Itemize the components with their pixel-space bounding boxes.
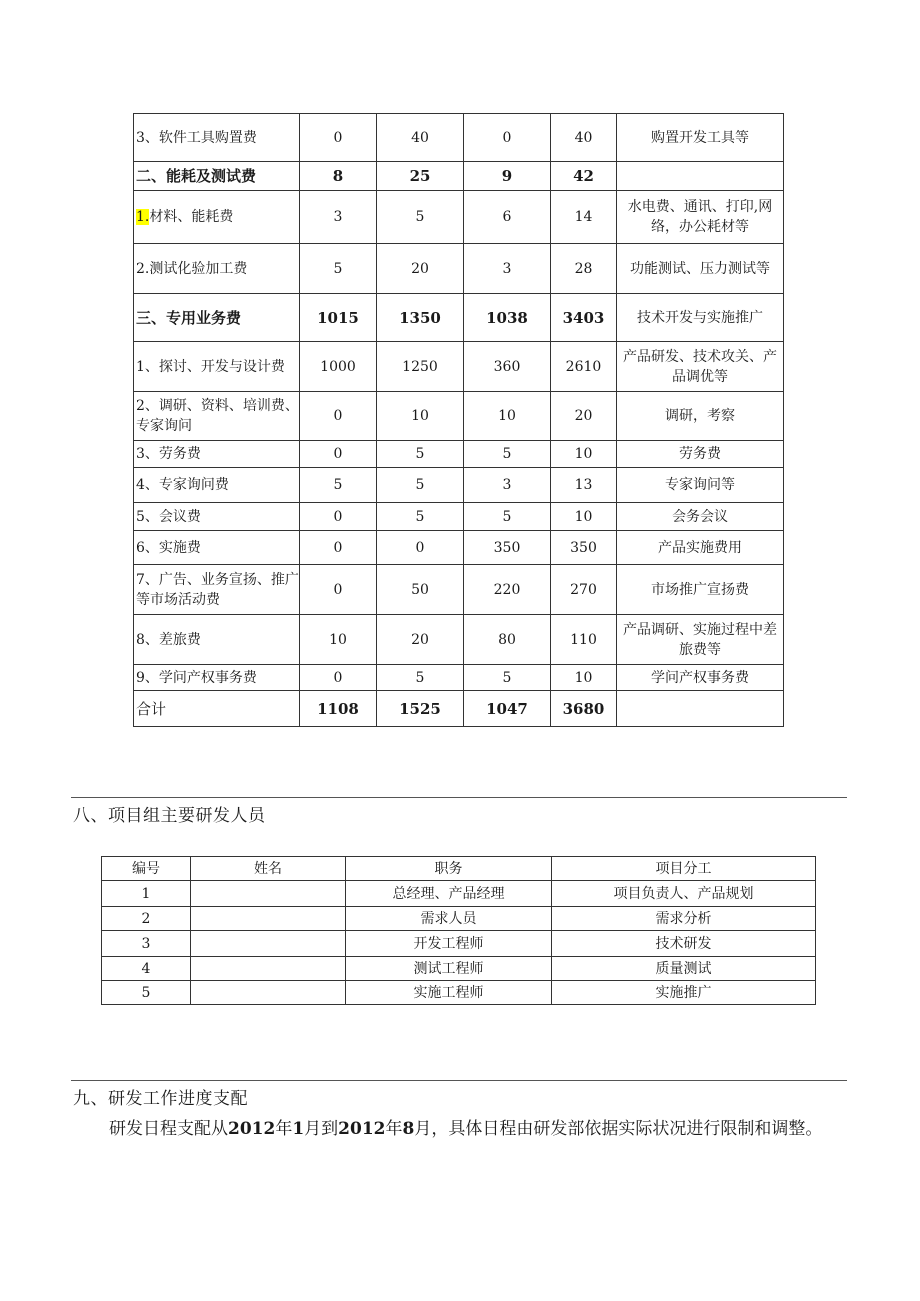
- para-text: 研发日程支配从: [109, 1119, 228, 1139]
- item-note: [617, 162, 784, 191]
- staff-task: 实施推广: [552, 981, 816, 1005]
- budget-row: [134, 392, 784, 441]
- value-total: 350: [551, 531, 617, 565]
- value-total: 10: [551, 441, 617, 468]
- value-col2: 50: [377, 565, 464, 615]
- budget-row: [134, 441, 784, 468]
- item-name: 2、调研、资料、培训费、专家询问: [134, 392, 300, 441]
- item-note: 产品研发、技术攻关、产品调优等: [617, 342, 784, 392]
- staff-role: 测试工程师: [346, 957, 552, 981]
- value-col3: 3: [464, 468, 551, 503]
- value-col1: 0: [300, 392, 377, 441]
- value-col2: 1525: [377, 691, 464, 727]
- value-col3: 80: [464, 615, 551, 665]
- item-note: [617, 691, 784, 727]
- start-year: 2012: [228, 1119, 276, 1139]
- value-col1: 1000: [300, 342, 377, 392]
- value-col1: 0: [300, 503, 377, 531]
- para-text: 月，具体日程由研发部依据实际状况进行限制和调整。: [414, 1119, 823, 1139]
- item-note: 劳务费: [617, 441, 784, 468]
- budget-row: [134, 565, 784, 615]
- value-total: 10: [551, 665, 617, 691]
- value-col3: 1038: [464, 294, 551, 342]
- budget-row: [134, 191, 784, 244]
- value-total: 10: [551, 503, 617, 531]
- value-col2: 5: [377, 665, 464, 691]
- value-col2: 10: [377, 392, 464, 441]
- item-name: 合计: [134, 691, 300, 727]
- para-text: 年: [385, 1119, 403, 1139]
- section9-title: 九、研发工作进度支配: [73, 1089, 248, 1109]
- item-name: 8、差旅费: [134, 615, 300, 665]
- value-col3: 1047: [464, 691, 551, 727]
- value-col2: 20: [377, 244, 464, 294]
- value-col2: 1250: [377, 342, 464, 392]
- end-month: 8: [402, 1119, 415, 1139]
- item-note: 学问产权事务费: [617, 665, 784, 691]
- value-col1: 3: [300, 191, 377, 244]
- staff-task: 需求分析: [552, 907, 816, 931]
- section-divider: [71, 797, 847, 798]
- budget-row: [134, 503, 784, 531]
- budget-row: [134, 468, 784, 503]
- value-col1: 10: [300, 615, 377, 665]
- budget-total-row: [134, 691, 784, 727]
- staff-task: 项目负责人、产品规划: [552, 881, 816, 907]
- staff-number: 5: [102, 981, 191, 1005]
- staff-row: [102, 907, 816, 931]
- value-col3: 5: [464, 441, 551, 468]
- value-col3: 3: [464, 244, 551, 294]
- value-col3: 360: [464, 342, 551, 392]
- value-col2: 5: [377, 441, 464, 468]
- staff-name: [191, 907, 346, 931]
- item-name: 3、劳务费: [134, 441, 300, 468]
- schedule-paragraph: [109, 1114, 822, 1139]
- budget-row: [134, 294, 784, 342]
- value-col1: 5: [300, 244, 377, 294]
- end-year: 2012: [338, 1119, 386, 1139]
- header-name: 姓名: [191, 857, 346, 881]
- staff-role: 开发工程师: [346, 931, 552, 957]
- value-total: 110: [551, 615, 617, 665]
- staff-number: 1: [102, 881, 191, 907]
- budget-row: [134, 162, 784, 191]
- item-name: 6、实施费: [134, 531, 300, 565]
- item-note: 产品实施费用: [617, 531, 784, 565]
- value-total: 3680: [551, 691, 617, 727]
- value-col2: 1350: [377, 294, 464, 342]
- budget-table: [133, 113, 784, 727]
- value-col1: 0: [300, 531, 377, 565]
- staff-name: [191, 931, 346, 957]
- staff-row: [102, 881, 816, 907]
- value-col2: 5: [377, 503, 464, 531]
- item-note: 调研，考察: [617, 392, 784, 441]
- item-name: 1、探讨、开发与设计费: [134, 342, 300, 392]
- highlighted-prefix: 1.: [136, 209, 150, 225]
- value-col2: 5: [377, 191, 464, 244]
- value-col3: 220: [464, 565, 551, 615]
- item-name: 三、专用业务费: [134, 294, 300, 342]
- value-col2: 25: [377, 162, 464, 191]
- item-note: 产品调研、实施过程中差旅费等: [617, 615, 784, 665]
- header-number: 编号: [102, 857, 191, 881]
- value-col2: 20: [377, 615, 464, 665]
- item-note: 功能测试、压力测试等: [617, 244, 784, 294]
- start-month: 1: [292, 1119, 305, 1139]
- value-col2: 5: [377, 468, 464, 503]
- staff-number: 4: [102, 957, 191, 981]
- item-name: 二、能耗及测试费: [134, 162, 300, 191]
- value-col1: 8: [300, 162, 377, 191]
- section8-title: 八、项目组主要研发人员: [73, 806, 266, 826]
- staff-row: [102, 981, 816, 1005]
- header-task: 项目分工: [552, 857, 816, 881]
- staff-name: [191, 957, 346, 981]
- value-col1: 5: [300, 468, 377, 503]
- staff-table-body: [102, 857, 816, 1005]
- item-name: 3、软件工具购置费: [134, 114, 300, 162]
- value-total: 40: [551, 114, 617, 162]
- staff-task: 质量测试: [552, 957, 816, 981]
- staff-row: [102, 931, 816, 957]
- item-name: 2.测试化验加工费: [134, 244, 300, 294]
- value-total: 3403: [551, 294, 617, 342]
- value-total: 28: [551, 244, 617, 294]
- staff-name: [191, 981, 346, 1005]
- value-col3: 10: [464, 392, 551, 441]
- header-role: 职务: [346, 857, 552, 881]
- value-col1: 0: [300, 665, 377, 691]
- item-note: 专家询问等: [617, 468, 784, 503]
- staff-number: 3: [102, 931, 191, 957]
- staff-name: [191, 881, 346, 907]
- staff-header-row: [102, 857, 816, 881]
- value-col2: 40: [377, 114, 464, 162]
- section-divider: [71, 1080, 847, 1081]
- para-text: 年: [275, 1119, 293, 1139]
- item-name: 4、专家询问费: [134, 468, 300, 503]
- item-note: 市场推广宣扬费: [617, 565, 784, 615]
- budget-row: [134, 342, 784, 392]
- budget-row: [134, 615, 784, 665]
- value-col1: 0: [300, 565, 377, 615]
- staff-table: [101, 856, 816, 1005]
- item-note: 技术开发与实施推广: [617, 294, 784, 342]
- value-col3: 6: [464, 191, 551, 244]
- value-col1: 1108: [300, 691, 377, 727]
- budget-row: [134, 665, 784, 691]
- value-total: 20: [551, 392, 617, 441]
- budget-row: [134, 531, 784, 565]
- staff-role: 需求人员: [346, 907, 552, 931]
- value-col3: 350: [464, 531, 551, 565]
- staff-task: 技术研发: [552, 931, 816, 957]
- item-name: 5、会议费: [134, 503, 300, 531]
- value-total: 14: [551, 191, 617, 244]
- value-col2: 0: [377, 531, 464, 565]
- value-total: 2610: [551, 342, 617, 392]
- budget-row: [134, 244, 784, 294]
- item-note: 会务会议: [617, 503, 784, 531]
- item-name: [134, 191, 300, 244]
- item-note: 购置开发工具等: [617, 114, 784, 162]
- item-name: 9、学问产权事务费: [134, 665, 300, 691]
- staff-number: 2: [102, 907, 191, 931]
- value-total: 42: [551, 162, 617, 191]
- value-col3: 5: [464, 665, 551, 691]
- item-note: 水电费、通讯、打印,网络，办公耗材等: [617, 191, 784, 244]
- para-text: 月到: [304, 1119, 339, 1139]
- value-total: 270: [551, 565, 617, 615]
- staff-row: [102, 957, 816, 981]
- budget-row: [134, 114, 784, 162]
- value-col1: 0: [300, 441, 377, 468]
- value-col3: 5: [464, 503, 551, 531]
- staff-role: 总经理、产品经理: [346, 881, 552, 907]
- value-col1: 0: [300, 114, 377, 162]
- budget-table-body: [134, 114, 784, 727]
- staff-role: 实施工程师: [346, 981, 552, 1005]
- item-name: 7、广告、业务宣扬、推广等市场活动费: [134, 565, 300, 615]
- value-col1: 1015: [300, 294, 377, 342]
- value-total: 13: [551, 468, 617, 503]
- value-col3: 9: [464, 162, 551, 191]
- item-name-text: 材料、能耗费: [149, 209, 234, 225]
- value-col3: 0: [464, 114, 551, 162]
